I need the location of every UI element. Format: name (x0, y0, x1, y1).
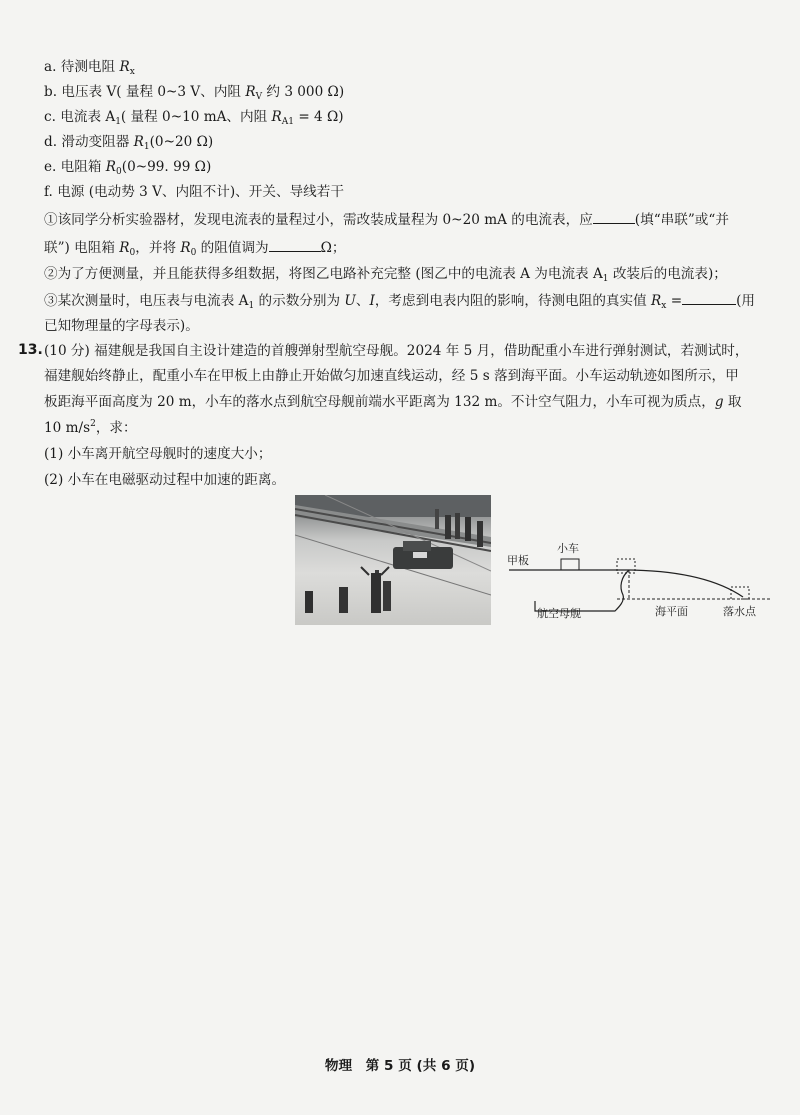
q12-part1-line1: ①该同学分析实验器材，发现电流表的量程过小，需改装成量程为 0~20 mA 的电流表，应 (填“串联”或“并 (44, 209, 729, 230)
q13-part2: (2) 小车在电磁驱动过程中加速的距离。 (44, 472, 286, 488)
item-d: d. 滑动变阻器 $R_1(0\sim 20$ Ω) (44, 134, 214, 152)
deck-label: 甲板 (507, 554, 529, 567)
q13-line2: 福建舰始终静止，配重小车在甲板上由静止开始做匀加速直线运动，经 5 s 落到海平面。小车运动轨迹如图所示，甲 (44, 368, 739, 384)
trajectory-diagram (505, 535, 775, 625)
carrier-deck-photo (295, 495, 491, 625)
deck-photo-drawing (295, 495, 491, 625)
sea-label: 海平面 (655, 605, 688, 618)
item-e: e. 电阻箱 $R_0(0\sim 99$. 99 Ω) (44, 159, 212, 177)
item-b: b. 电压表 V( 量程 0~3 V、内阻 $R_V$ 约 3 000 Ω) (44, 84, 345, 102)
carrier-label: 航空母舰 (537, 607, 581, 620)
page-footer: 物理 第 5 页 (共 6 页) (324, 1058, 476, 1074)
car-box (561, 559, 579, 570)
splash-label: 落水点 (723, 605, 756, 618)
item-f: f. 电源 (电动势 3 V、内阻不计)、开关、导线若干 (44, 184, 344, 200)
q13-line1: (10 分) 福建舰是我国自主设计建造的首艘弹射型航空母舰。2024 年 5 月，借助配重小车进行弹射测试，若测试时， (44, 343, 749, 359)
answer-blank-resistance[interactable] (269, 237, 321, 252)
question-number-13: 13. (18, 342, 43, 358)
q13-line4: 10 $m/s^2$，求： (44, 419, 137, 436)
q12-part2: ②为了方便测量，并且能获得多组数据，将图乙电路补充完整 (图乙中的电流表 A 为电流表 $A_1$ 改装后的电流表)； (44, 266, 727, 284)
carrier-hull (535, 570, 629, 611)
q12-part1-line2: 联”) 电阻箱 $R_0$，并将 $R_0$ 的阻值调为 Ω； (44, 237, 346, 258)
splash-point-box (731, 587, 749, 599)
trajectory-curve (629, 570, 743, 597)
item-c: c. 电流表 $A_1$( 量程 0~10 mA、内阻 $R_{A1} = 4$ Ω) (44, 109, 344, 127)
item-a: a. 待测电阻 $R_x$ (44, 59, 135, 77)
launch-point-box (617, 559, 635, 573)
q13-part1: (1) 小车离开航空母舰时的速度大小； (44, 446, 272, 462)
car-label: 小车 (557, 542, 579, 555)
answer-blank-true-value[interactable] (682, 290, 736, 305)
q12-part3-line1: ③某次测量时，电压表与电流表 $A_1$ 的示数分别为 U、I，考虑到电表内阻的影响，待测电阻的真实值 $R_x$ = (用 (44, 290, 755, 311)
answer-blank-connection[interactable] (593, 209, 635, 224)
q13-line3: 板距海平面高度为 20 m，小车的落水点到航空母舰前端水平距离为 132 m。不计空气阻力，小车可视为质点，g 取 (44, 394, 742, 410)
q12-part3-line2: 已知物理量的字母表示)。 (44, 318, 199, 334)
